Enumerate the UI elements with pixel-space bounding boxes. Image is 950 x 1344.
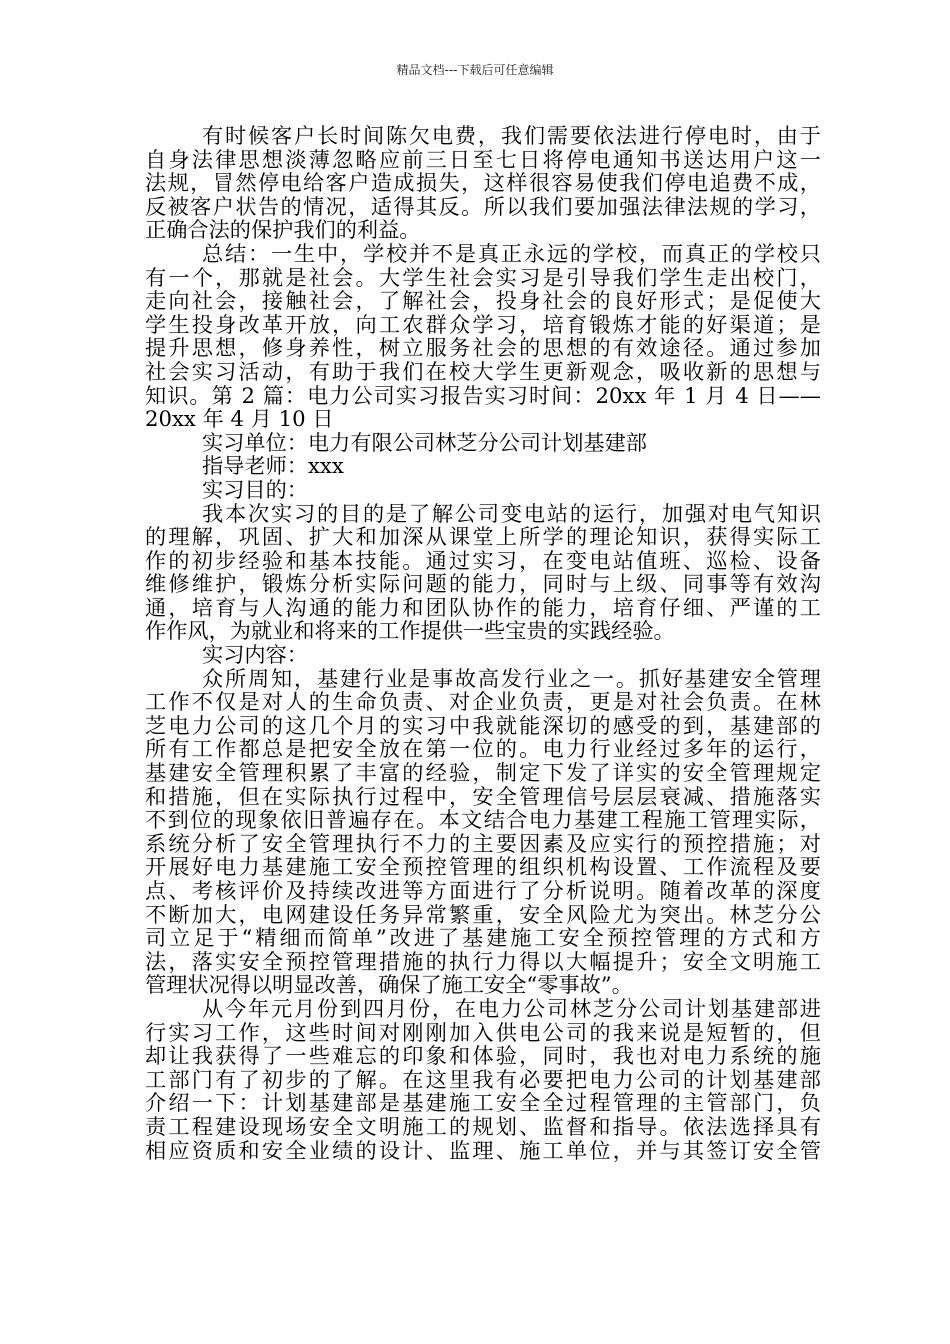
text-line: 我本次实习的目的是了解公司变电站的运行，加强对电气知识 xyxy=(202,500,821,526)
text-line: 众所周知，基建行业是事故高发行业之一。抓好基建安全管理 xyxy=(202,665,821,691)
text-line: 学生投身改革开放，向工农群众学习，培育锻炼才能的好渠道；是 xyxy=(145,311,821,337)
text-line: 正确合法的保护我们的利益。 xyxy=(145,217,421,243)
text-line: 作的初步经验和基本技能。通过实习，在变电站值班、巡检、设备 xyxy=(145,547,821,573)
text-line: 的理解，巩固、扩大和加深从课堂上所学的理论知识，获得实际工 xyxy=(145,524,821,550)
text-line: 维修维护，锻炼分析实际问题的能力，同时与上级、同事等有效沟 xyxy=(145,571,821,597)
text-line: 和措施，但在实际执行过程中，安全管理信号层层衰减、措施落实 xyxy=(145,783,821,809)
text-line: 提升思想，修身养性，树立服务社会的思想的有效途径。通过参加 xyxy=(145,335,821,361)
text-line: 管理状况得以明显改善，确保了施工安全“零事故”。 xyxy=(145,972,633,998)
text-line: 责工程建设现场安全文明施工的规划、监督和指导。依法选择具有 xyxy=(145,1113,821,1139)
document-body xyxy=(145,124,821,1162)
text-line: 作作风，为就业和将来的工作提供一些宝贵的实践经验。 xyxy=(145,618,675,644)
text-line: 法，落实安全预控管理措施的执行力得以大幅提升；安全文明施工 xyxy=(145,948,821,974)
text-line: 走向社会，接触社会，了解社会，投身社会的良好形式；是促使大 xyxy=(145,288,821,314)
text-line: 工作不仅是对人的生命负责、对企业负责，更是对社会负责。在林 xyxy=(145,689,821,715)
text-line: 所有工作都总是把安全放在第一位的。电力行业经过多年的运行， xyxy=(145,736,821,762)
text-line: 开展好电力基建施工安全预控管理的组织机构设置、工作流程及要 xyxy=(145,854,821,880)
text-line: 通，培育与人沟通的能力和团队协作的能力，培育仔细、严谨的工 xyxy=(145,594,821,620)
text-line: 相应资质和安全业绩的设计、监理、施工单位，并与其签订安全管 xyxy=(145,1137,821,1163)
text-line: 总结：一生中，学校并不是真正永远的学校，而真正的学校只 xyxy=(202,240,821,266)
text-line: 不到位的现象依旧普遍存在。本文结合电力基建工程施工管理实际， xyxy=(145,807,821,833)
text-line: 工部门有了初步的了解。在这里我有必要把电力公司的计划基建部 xyxy=(145,1066,821,1092)
text-line: 从今年元月份到四月份，在电力公司林芝分公司计划基建部进 xyxy=(202,995,821,1021)
text-line: 却让我获得了一些难忘的印象和体验，同时，我也对电力系统的施 xyxy=(145,1043,821,1069)
text-line: 基建安全管理积累了丰富的经验，制定下发了详实的安全管理规定 xyxy=(145,760,821,786)
text-line: 实习单位：电力有限公司林芝分公司计划基建部 xyxy=(202,429,647,455)
text-line: 芝电力公司的这几个月的实习中我就能深切的感受的到，基建部的 xyxy=(145,712,821,738)
text-line: 有一个，那就是社会。大学生社会实习是引导我们学生走出校门， xyxy=(145,264,821,290)
text-line: 系统分析了安全管理执行不力的主要因素及应实行的预控措施；对 xyxy=(145,830,821,856)
text-line: 行实习工作，这些时间对刚刚加入供电公司的我来说是短暂的，但 xyxy=(145,1019,821,1045)
text-line: 自身法律思想淡薄忽略应前三日至七日将停电通知书送达用户这一 xyxy=(145,146,821,172)
text-line: 知识。第 2 篇：电力公司实习报告实习时间：20xx 年 1 月 4 日—— xyxy=(145,382,821,408)
text-line: 20xx 年 4 月 10 日 xyxy=(145,406,334,432)
text-line: 有时候客户长时间陈欠电费，我们需要依法进行停电时，由于 xyxy=(202,123,821,148)
text-line: 反被客户状告的情况，适得其反。所以我们要加强法律法规的学习， xyxy=(145,193,821,219)
text-line: 司立足于“精细而简单”改进了基建施工安全预控管理的方式和方 xyxy=(145,925,821,951)
page-header: 精品文档---下载后可任意编辑 xyxy=(396,63,554,77)
text-line: 指导老师：xxx xyxy=(202,453,344,479)
text-line: 法规，冒然停电给客户造成损失，这样很容易使我们停电追费不成， xyxy=(145,170,821,196)
text-line: 不断加大，电网建设任务异常繁重，安全风险尤为突出。林芝分公 xyxy=(145,901,821,927)
text-line: 点、考核评价及持续改进等方面进行了分析说明。随着改革的深度 xyxy=(145,878,821,903)
text-line: 实习内容： xyxy=(202,642,308,668)
text-line: 社会实习活动，有助于我们在校大学生更新观念，吸收新的思想与 xyxy=(145,358,821,384)
text-line: 介绍一下：计划基建部是基建施工安全全过程管理的主管部门，负 xyxy=(145,1090,821,1116)
text-line: 实习目的： xyxy=(202,476,308,502)
